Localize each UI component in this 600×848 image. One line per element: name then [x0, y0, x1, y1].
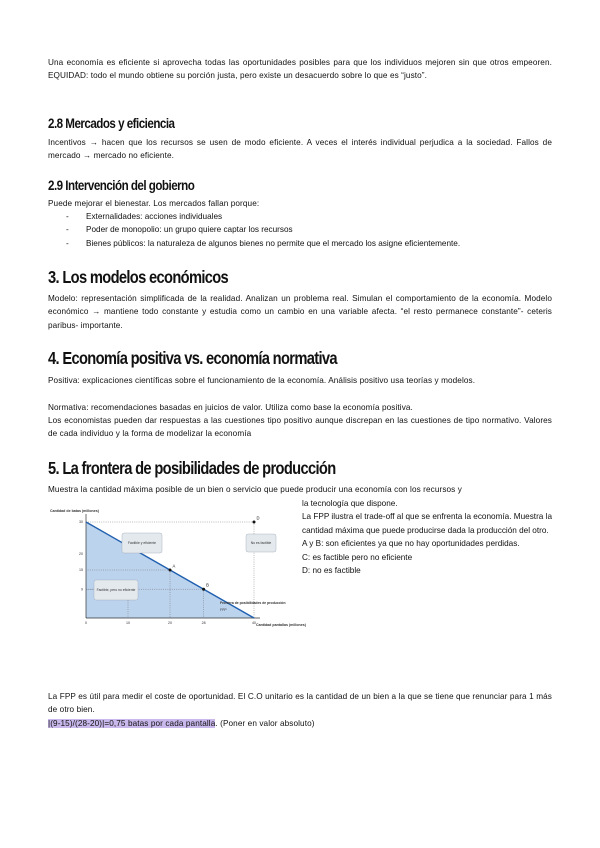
point-label: A — [172, 563, 176, 569]
side-line-technology: la tecnología que dispone. — [302, 499, 398, 508]
side-line-c: C: es factible pero no eficiente — [302, 552, 413, 562]
s29-paragraph: Puede mejorar el bienestar. Los mercados fallan porque: — [48, 199, 260, 208]
list-item-text: Poder de monopolio: un grupo quiere captar los recursos — [86, 225, 293, 235]
y-tick-label: 9 — [81, 587, 83, 592]
x-axis-label: Cantidad pantallas (millones) — [256, 623, 306, 627]
annotation-feasible-not-efficient — [94, 580, 138, 600]
formula-line — [48, 717, 552, 730]
annotation-text: No es factible — [250, 541, 272, 545]
ppf-series-label: FPP — [220, 608, 227, 612]
y-tick-label: 20 — [79, 552, 83, 557]
heading-2-9: 2.9 Intervención del gobierno — [48, 178, 195, 193]
ppf-chart — [48, 500, 306, 635]
point-b — [202, 588, 205, 591]
s5-lead-paragraph: Muestra la cantidad máxima posible de un bien o servicio que puede producir una economía con los recursos y — [48, 485, 462, 494]
formula-note: . (Poner en valor absoluto) — [215, 719, 315, 728]
list-item — [48, 223, 568, 236]
bullet-dash: - — [66, 225, 69, 235]
point-d — [253, 521, 256, 524]
list-item-text: Bienes públicos: la naturaleza de algunos bienes no permite que el mercado los asigne eficientemente. — [86, 238, 461, 248]
point-a — [169, 569, 172, 572]
bullet-dash: - — [66, 238, 69, 248]
x-tick-label: 40 — [252, 621, 256, 625]
side-paragraph-ab: A y B: son eficientes ya que no hay oportunidades perdidas. — [302, 539, 520, 549]
annotation-feasible-efficient — [122, 533, 162, 553]
annotation-not-feasible — [246, 534, 276, 552]
heading-5: 5. La frontera de posibilidades de producción — [48, 458, 336, 478]
list-item-text: Externalidades: acciones individuales — [86, 212, 223, 221]
s5-side-text — [302, 497, 552, 577]
s29-bullet-list — [48, 210, 568, 250]
heading-2-8: 2.8 Mercados y eficiencia — [48, 116, 175, 131]
annotation-text: Factible, pero no eficiente — [96, 588, 136, 592]
x-tick-label: 28 — [201, 621, 206, 625]
side-line-d: D: no es factible — [302, 566, 361, 576]
heading-3: 3. Los modelos económicos — [48, 267, 229, 287]
y-axis-label: Cantidad de batas (millones) — [50, 509, 99, 513]
s3-paragraph: Modelo: representación simplificada de la realidad. Analizan un problema real. Simulan el comportamiento de la economía. Modelo económico → mantiene todo constante y estudia como un cambio en una variable afecta. “el resto permanece constante”- ceteris paribus- importante. — [48, 294, 552, 330]
x-tick-label: 10 — [126, 621, 130, 625]
bullet-dash: - — [66, 212, 69, 221]
s4-paragraph-normative: Normativa: recomendaciones basadas en juicios de valor. Utiliza como base la economía positiva. — [48, 403, 413, 412]
list-item — [48, 237, 568, 250]
x-tick-label: 20 — [168, 621, 172, 625]
intro-paragraph: Una economía es eficiente si aprovecha todas las oportunidades posibles para que los individuos mejoren sin que otros empeoren. EQUIDAD: todo el mundo obtiene su porción justa, pero existe un desacuerdo sobre lo que es “justo”. — [48, 58, 552, 81]
point-label: B — [206, 582, 209, 588]
x-tick-label: 0 — [85, 621, 87, 625]
s4-paragraph-economists: Los economistas pueden dar respuestas a las cuestiones tipo positivo aunque discrepan en las cuestiones de tipo normativo. Valores de cada individuo y la forma de modelizar la economía — [48, 416, 552, 439]
side-paragraph-tradeoff: La FPP ilustra el trade-off al que se enfrenta la economía. Muestra la cantidad máxima que puede producirse dada la producción del otro. — [302, 512, 553, 535]
s28-paragraph: Incentivos → hacen que los recursos se usen de modo eficiente. A veces el interés individual perjudica a la sociedad. Fallos de mercado → mercado no eficiente. — [48, 138, 552, 161]
highlighted-formula: |(9-15)/(28-20)|=0,75 batas por cada pantalla — [48, 719, 216, 728]
heading-4: 4. Economía positiva vs. economía normativa — [48, 348, 337, 368]
annotation-text: Factible y eficiente — [127, 541, 157, 545]
list-item — [48, 210, 568, 223]
ppf-annotation-label: Frontera de posibilidades de producción — [220, 601, 286, 605]
s5-opportunity-cost-paragraph: La FPP es útil para medir el coste de oportunidad. El C.O unitario es la cantidad de un bien a la que se tiene que renunciar para 1 más de otro bien. — [48, 692, 552, 715]
s4-paragraph-positive: Positiva: explicaciones científicas sobre el funcionamiento de la economía. Análisis positivo usa teorías y modelos. — [48, 376, 476, 385]
y-tick-label: 30 — [79, 520, 83, 525]
y-tick-label: 15 — [79, 568, 83, 573]
point-label: D — [256, 515, 260, 521]
